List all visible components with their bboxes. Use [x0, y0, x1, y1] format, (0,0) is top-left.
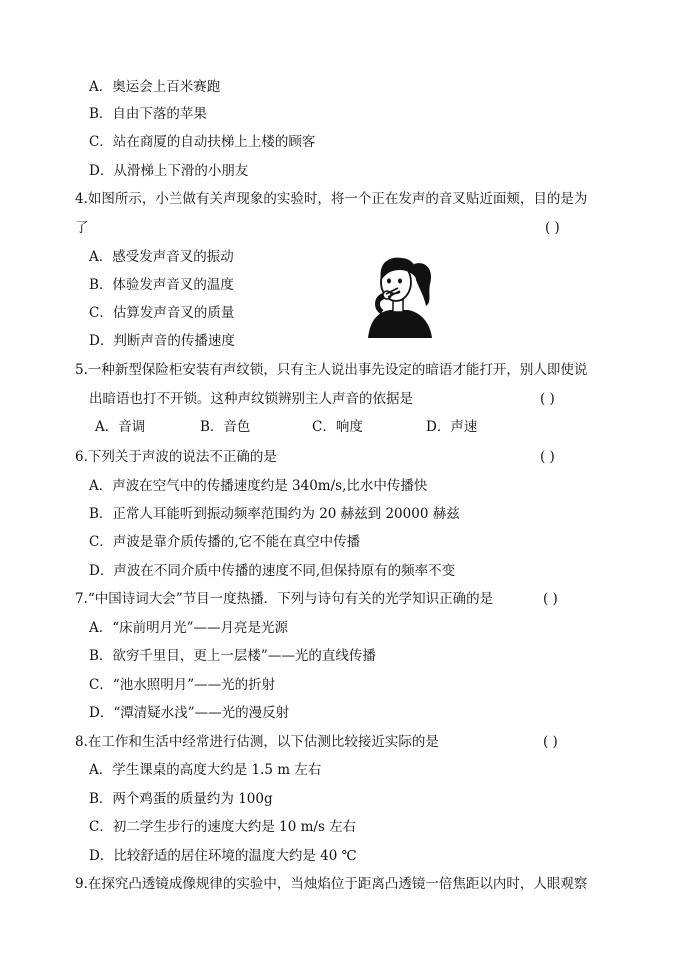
q6-option-b: B．正常人耳能听到振动频率范围约为 20 赫兹到 20000 赫兹	[89, 506, 460, 522]
q8-option-c: C．初二学生步行的速度大约是 10 m/s 左右	[89, 819, 357, 835]
girl-tuning-fork-illustration	[360, 250, 440, 340]
q3-option-c: C．站在商厦的自动扶梯上上楼的顾客	[89, 134, 316, 150]
q5-option-a: A．音调	[95, 419, 146, 435]
q8-option-b: B．两个鸡蛋的质量约为 100g	[89, 791, 273, 807]
q6-option-c: C．声波是靠介质传播的,它不能在真空中传播	[89, 534, 361, 550]
q4-answer-paren: ( )	[545, 220, 560, 236]
q7-stem: 7.“中国诗词大会”节目一度热播．下列与诗句有关的光学知识正确的是	[75, 591, 494, 607]
q4-stem-line2: 了	[75, 220, 89, 236]
q6-option-d: D．声波在不同介质中传播的速度不同,但保持原有的频率不变	[89, 563, 456, 579]
q7-option-d: D．“潭清疑水浅”——光的漫反射	[89, 705, 290, 721]
q8-option-d: D．比较舒适的居住环境的温度大约是 40 ℃	[89, 848, 357, 864]
q7-answer-paren: ( )	[543, 591, 558, 607]
q6-option-a: A．声波在空气中的传播速度约是 340m/s,比水中传播快	[89, 478, 428, 494]
q5-answer-paren: ( )	[540, 391, 555, 407]
q5-stem-line2: 出暗语也打不开锁。这种声纹锁辨别主人声音的依据是	[89, 391, 413, 407]
q8-option-a: A．学生课桌的高度大约是 1.5 m 左右	[89, 762, 322, 778]
q3-option-b: B．自由下落的苹果	[89, 106, 207, 122]
q4-option-b: B．体验发声音叉的温度	[89, 277, 234, 293]
q7-option-c: C．“池水照明月”——光的折射	[89, 677, 276, 693]
q6-answer-paren: ( )	[540, 449, 555, 465]
q4-stem-line1: 4.如图所示，小兰做有关声现象的实验时，将一个正在发声的音叉贴近面颊，目的是为	[75, 191, 588, 207]
q3-option-a: A．奥运会上百米赛跑	[89, 79, 221, 95]
q5-option-b: B．音色	[200, 419, 251, 435]
q5-stem-line1: 5.一种新型保险柜安装有声纹锁，只有主人说出事先设定的暗语才能打开，别人即使说	[75, 362, 588, 378]
q4-option-a: A．感受发声音叉的振动	[89, 249, 234, 265]
q8-answer-paren: ( )	[543, 734, 558, 750]
q6-stem: 6.下列关于声波的说法不正确的是	[75, 449, 277, 465]
q8-stem: 8.在工作和生活中经常进行估测，以下估测比较接近实际的是	[75, 734, 439, 750]
q5-option-d: D．声速	[426, 419, 478, 435]
q3-option-d: D．从滑梯上下滑的小朋友	[89, 163, 249, 179]
q7-option-b: B．欲穷千里目，更上一层楼”——光的直线传播	[89, 648, 376, 664]
q7-option-a: A．“床前明月光”——月亮是光源	[89, 620, 289, 636]
q4-option-d: D．判断声音的传播速度	[89, 333, 235, 349]
q9-stem-line1: 9.在探究凸透镜成像规律的实验中，当烛焰位于距离凸透镜一倍焦距以内时，人眼观察	[75, 876, 588, 892]
q5-option-c: C．响度	[312, 419, 363, 435]
q4-option-c: C．估算发声音叉的质量	[89, 305, 235, 321]
